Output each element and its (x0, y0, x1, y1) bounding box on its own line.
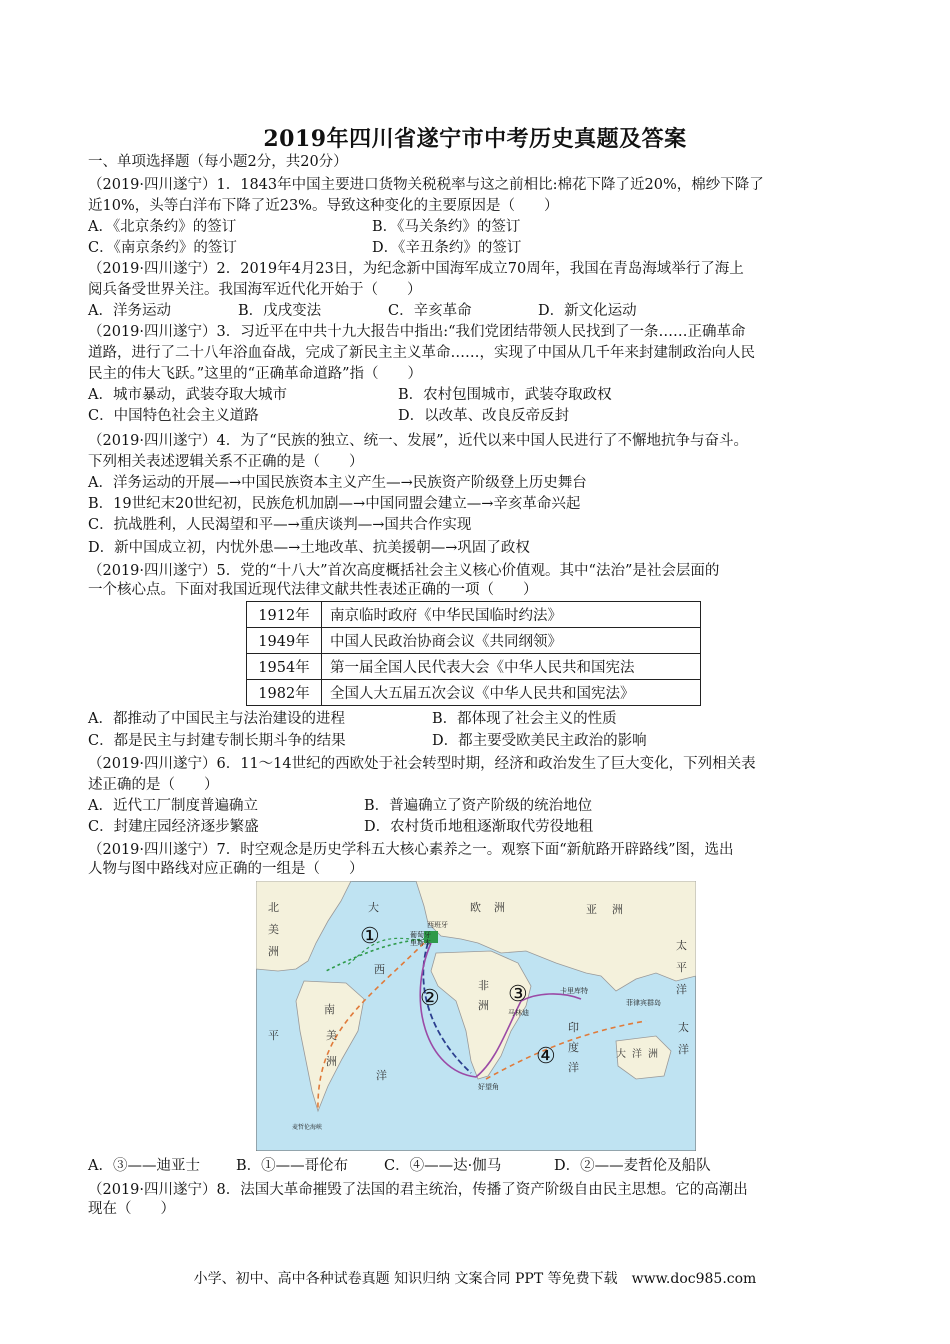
q6-stem-line1: （2019·四川遂宁）6．11～14世纪的西欧处于社会转型时期，经济和政治发生了巨大变化，下列相关表 (88, 756, 756, 772)
q7-option-c: C．④——达·伽马 (384, 1158, 502, 1174)
map-label: 洲 (326, 1055, 337, 1068)
table-cell-year: 1954年 (247, 654, 322, 680)
map-label: 度 (568, 1041, 579, 1054)
q5-option-a: A．都推动了中国民主与法治建设的进程 (88, 711, 345, 727)
q5-stem-line1: （2019·四川遂宁）5．党的“十八大”首次高度概括社会主义核心价值观。其中“法治”是社会层面的 (88, 563, 720, 579)
q3-option-b: B．农村包围城市，武装夺取政权 (398, 387, 612, 403)
place-label: 卡里库特 (560, 987, 588, 995)
q3-option-c: C．中国特色社会主义道路 (88, 408, 259, 424)
map-label: 洋 (568, 1061, 579, 1074)
table-row (247, 654, 701, 680)
map-label: 平 (268, 1029, 279, 1042)
new-sea-routes-map (256, 881, 696, 1151)
q6-stem-line2: 述正确的是（ ） (88, 777, 219, 793)
q5-option-d: D．都主要受欧美民主政治的影响 (432, 733, 647, 749)
map-label: 洲 (494, 901, 505, 914)
map-label: 亚 (586, 903, 597, 916)
place-label: 葡萄牙 (410, 931, 431, 939)
q4-option-a: A．洋务运动的开展—→中国民族资本主义产生—→民族资产阶级登上历史舞台 (88, 475, 587, 491)
q1-stem-line1: （2019·四川遂宁）1．1843年中国主要进口货物关税税率与这之前相比:棉花下降了近20%，棉纱下降了 (88, 177, 764, 193)
q1-option-d: D．《辛丑条约》的签订 (372, 240, 522, 256)
page-title: 2019年四川省遂宁市中考历史真题及答案 (263, 126, 687, 152)
q2-option-b: B．戊戌变法 (238, 303, 322, 319)
section-heading: 一、单项选择题（每小题2分，共20分） (88, 154, 348, 170)
table-cell-year: 1912年 (247, 602, 322, 628)
q4-option-b: B．19世纪末20世纪初，民族危机加剧—→中国同盟会建立—→辛亥革命兴起 (88, 496, 581, 512)
place-label: 好望角 (478, 1083, 499, 1091)
map-label: 洋 (678, 1043, 689, 1056)
map-label: 洲 (478, 999, 489, 1012)
table-row (247, 602, 701, 628)
table-cell-year: 1949年 (247, 628, 322, 654)
q4-option-c: C．抗战胜利，人民渴望和平—→重庆谈判—→国共合作实现 (88, 517, 472, 533)
map-label: 大 (616, 1049, 626, 1060)
place-label: 马林迪 (508, 1009, 529, 1017)
q3-stem-line1: （2019·四川遂宁）3．习近平在中共十九大报告中指出:“我们党团结带领人民找到了一条……正确革命 (88, 324, 746, 340)
q7-stem-line2: 人物与图中路线对应正确的一组是（ ） (88, 861, 364, 877)
place-label: 西班牙 (427, 921, 448, 929)
table-cell-document: 中国人民政治协商会议《共同纲领》 (322, 628, 701, 654)
map-label: 太 (676, 939, 687, 952)
law-documents-table (246, 601, 701, 706)
map-label: 西 (374, 963, 385, 976)
map-label: 美 (268, 923, 279, 936)
q2-stem-line1: （2019·四川遂宁）2．2019年4月23日，为纪念新中国海军成立70周年，我国在青岛海域举行了海上 (88, 261, 744, 277)
route-marker-3: ③ (508, 982, 528, 1007)
q5-option-c: C．都是民主与封建专制长期斗争的结果 (88, 733, 346, 749)
q2-stem-line2: 阅兵备受世界关注。我国海军近代化开始于（ ） (88, 282, 422, 298)
map-label: 太 (678, 1021, 689, 1034)
table-row (247, 628, 701, 654)
map-label: 欧 (470, 901, 481, 914)
q2-option-c: C．辛亥革命 (388, 303, 472, 319)
q5-stem-line2: 一个核心点。下面对我国近现代法律文献共性表述正确的一项（ ） (88, 582, 538, 598)
q1-option-a: A．《北京条约》的签订 (88, 219, 237, 235)
q6-option-c: C．封建庄园经济逐步繁盛 (88, 819, 259, 835)
q4-option-d: D．新中国成立初，内忧外患—→土地改革、抗美援朝—→巩固了政权 (88, 540, 530, 556)
q2-option-d: D．新文化运动 (538, 303, 637, 319)
q3-option-d: D．以改革、改良反帝反封 (398, 408, 570, 424)
q2-option-a: A．洋务运动 (88, 303, 171, 319)
table-cell-document: 全国人大五届五次会议《中华人民共和国宪法》 (322, 680, 701, 706)
map-label: 南 (324, 1003, 335, 1016)
table-row (247, 680, 701, 706)
table-cell-year: 1982年 (247, 680, 322, 706)
q1-option-c: C．《南京条约》的签订 (88, 240, 237, 256)
q7-option-a: A．③——迪亚士 (88, 1158, 200, 1174)
map-label: 非 (478, 979, 489, 992)
table-cell-document: 南京临时政府《中华民国临时约法》 (322, 602, 701, 628)
q1-option-b: B．《马关条约》的签订 (372, 219, 521, 235)
q6-option-d: D．农村货币地租逐渐取代劳役地租 (364, 819, 594, 835)
q8-stem-line2: 现在（ ） (88, 1201, 175, 1217)
route-marker-2: ② (420, 986, 440, 1011)
q3-stem-line3: 民主的伟大飞跃。”这里的“正确革命道路”指（ ） (88, 366, 422, 382)
map-label: 洲 (612, 903, 623, 916)
map-label: 洲 (268, 945, 279, 958)
map-label: 印 (568, 1021, 579, 1034)
q8-stem-line1: （2019·四川遂宁）8．法国大革命摧毁了法国的君主统治，传播了资产阶级自由民主思想。它的高潮出 (88, 1182, 748, 1198)
q3-option-a: A．城市暴动，武装夺取大城市 (88, 387, 287, 403)
map-label: 平 (676, 961, 687, 974)
map-label: 洋 (376, 1069, 387, 1082)
place-label: 麦哲伦海峡 (292, 1124, 323, 1131)
q7-stem-line1: （2019·四川遂宁）7．时空观念是历史学科五大核心素养之一。观察下面“新航路开辟路线”图，选出 (88, 842, 734, 858)
map-label: 洲 (648, 1049, 658, 1060)
q7-option-b: B．①——哥伦布 (236, 1158, 349, 1174)
q1-stem-line2: 近10%，头等白洋布下降了近23%。导致这种变化的主要原因是（ ） (88, 198, 559, 214)
q3-stem-line2: 道路，进行了二十八年浴血奋战，完成了新民主主义革命……，实现了中国从几千年来封建制政治向人民 (88, 345, 755, 361)
route-marker-4: ④ (536, 1044, 556, 1069)
place-label: 里斯本 (410, 939, 431, 947)
table-cell-document: 第一届全国人民代表大会《中华人民共和国宪法 (322, 654, 701, 680)
q4-stem-line2: 下列相关表述逻辑关系不正确的是（ ） (88, 454, 364, 470)
route-marker-1: ① (360, 924, 380, 949)
map-label: 大 (368, 901, 379, 914)
q5-option-b: B．都体现了社会主义的性质 (432, 711, 617, 727)
place-label: 菲律宾群岛 (626, 999, 661, 1007)
map-label: 洋 (676, 983, 687, 996)
q6-option-a: A．近代工厂制度普遍确立 (88, 798, 258, 814)
footer-text: 小学、初中、高中各种试卷真题 知识归纳 文案合同 PPT 等免费下载 www.doc985.com (193, 1271, 757, 1287)
q4-stem-line1: （2019·四川遂宁）4．为了“民族的独立、统一、发展”，近代以来中国人民进行了不懈地抗争与奋斗。 (88, 433, 749, 449)
map-label: 美 (326, 1029, 337, 1042)
map-label: 北 (268, 901, 279, 914)
map-label: 洋 (632, 1049, 642, 1060)
q6-option-b: B．普遍确立了资产阶级的统治地位 (364, 798, 593, 814)
q7-option-d: D．②——麦哲伦及船队 (554, 1158, 711, 1174)
